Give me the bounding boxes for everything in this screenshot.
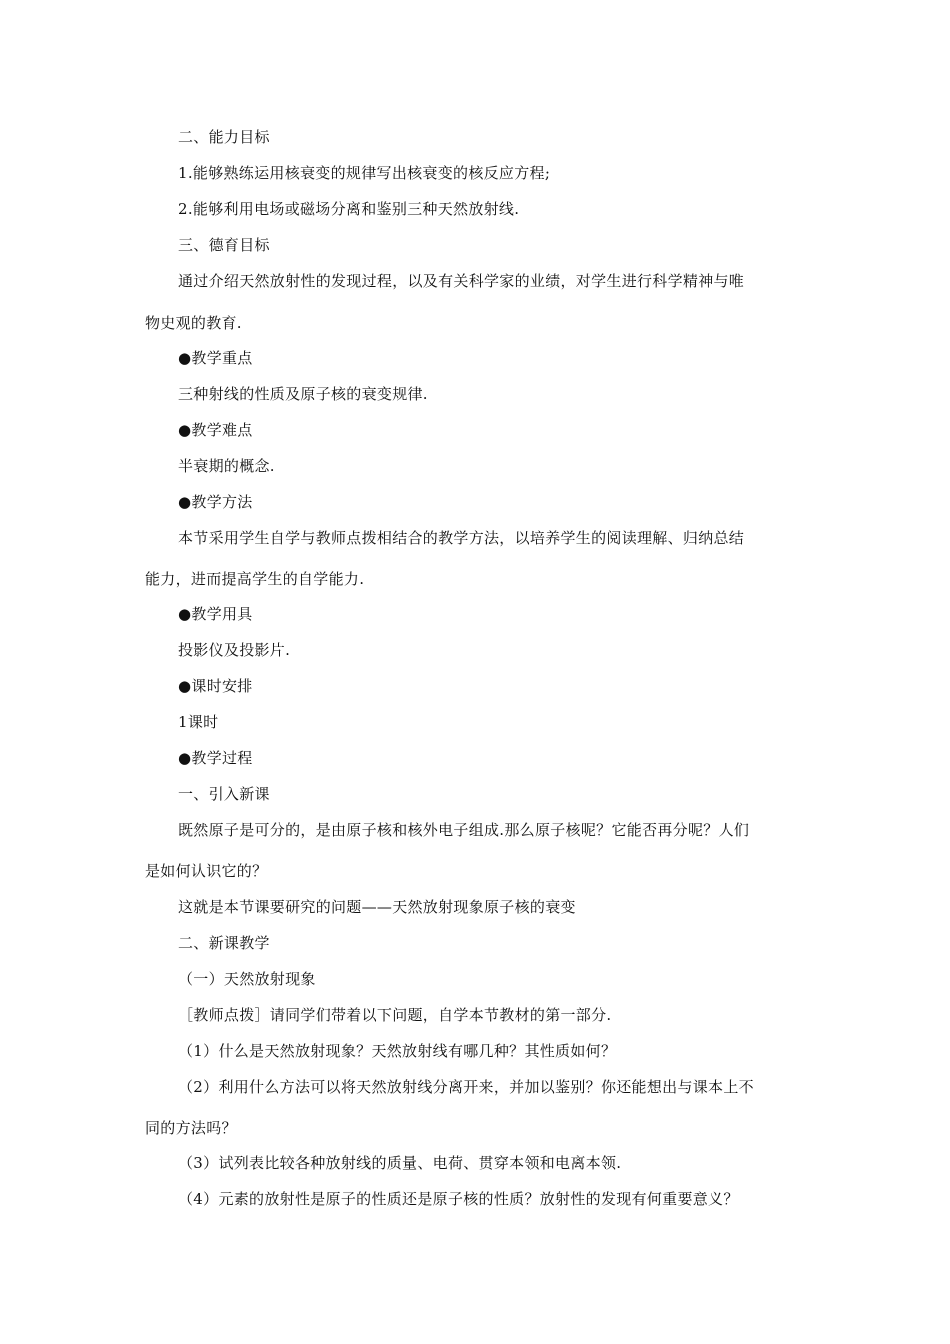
bullet-heading-difficulties: ●教学难点	[178, 421, 253, 439]
question-item: （2）利用什么方法可以将天然放射线分离开来，并加以鉴别？你还能想出与课本上不	[178, 1078, 754, 1096]
text-line: 投影仪及投影片.	[178, 641, 291, 659]
bullet-heading-key-points: ●教学重点	[178, 349, 253, 367]
text-line: 同的方法吗？	[145, 1119, 237, 1137]
text-line: 半衰期的概念.	[178, 457, 275, 475]
subsection-heading: （一）天然放射现象	[178, 970, 316, 988]
section-heading-ability-goals: 二、能力目标	[178, 128, 270, 146]
text-line: 这就是本节课要研究的问题——天然放射现象原子核的衰变	[178, 898, 576, 916]
bullet-heading-schedule: ●课时安排	[178, 677, 253, 695]
bullet-heading-methods: ●教学方法	[178, 493, 253, 511]
bullet-heading-tools: ●教学用具	[178, 605, 253, 623]
question-item: （1）什么是天然放射现象？天然放射线有哪几种？其性质如何？	[178, 1042, 617, 1060]
text-line: 1课时	[178, 713, 219, 731]
section-heading-moral-goals: 三、德育目标	[178, 236, 270, 254]
bullet-heading-process: ●教学过程	[178, 749, 253, 767]
text-line: 三种射线的性质及原子核的衰变规律.	[178, 385, 428, 403]
question-item: （4）元素的放射性是原子的性质还是原子核的性质？放射性的发现有何重要意义？	[178, 1190, 739, 1208]
section-heading-intro: 一、引入新课	[178, 785, 270, 803]
text-line: 通过介绍天然放射性的发现过程，以及有关科学家的业绩，对学生进行科学精神与唯	[178, 272, 745, 290]
section-heading-new-lesson: 二、新课教学	[178, 934, 270, 952]
question-item: （3）试列表比较各种放射线的质量、电荷、贯穿本领和电离本领.	[178, 1154, 622, 1172]
text-line: 物史观的教育.	[145, 314, 242, 332]
text-line: 1.能够熟练运用核衰变的规律写出核衰变的核反应方程;	[178, 164, 551, 182]
text-line: 能力，进而提高学生的自学能力.	[145, 570, 365, 588]
text-line: 是如何认识它的？	[145, 862, 268, 880]
text-line: 本节采用学生自学与教师点拨相结合的教学方法，以培养学生的阅读理解、归纳总结	[178, 529, 745, 547]
text-line: 既然原子是可分的，是由原子核和核外电子组成.那么原子核呢？它能否再分呢？人们	[178, 821, 750, 839]
text-line: 2.能够利用电场或磁场分离和鉴别三种天然放射线.	[178, 200, 520, 218]
text-line: ［教师点拨］请同学们带着以下问题，自学本节教材的第一部分.	[178, 1006, 612, 1024]
